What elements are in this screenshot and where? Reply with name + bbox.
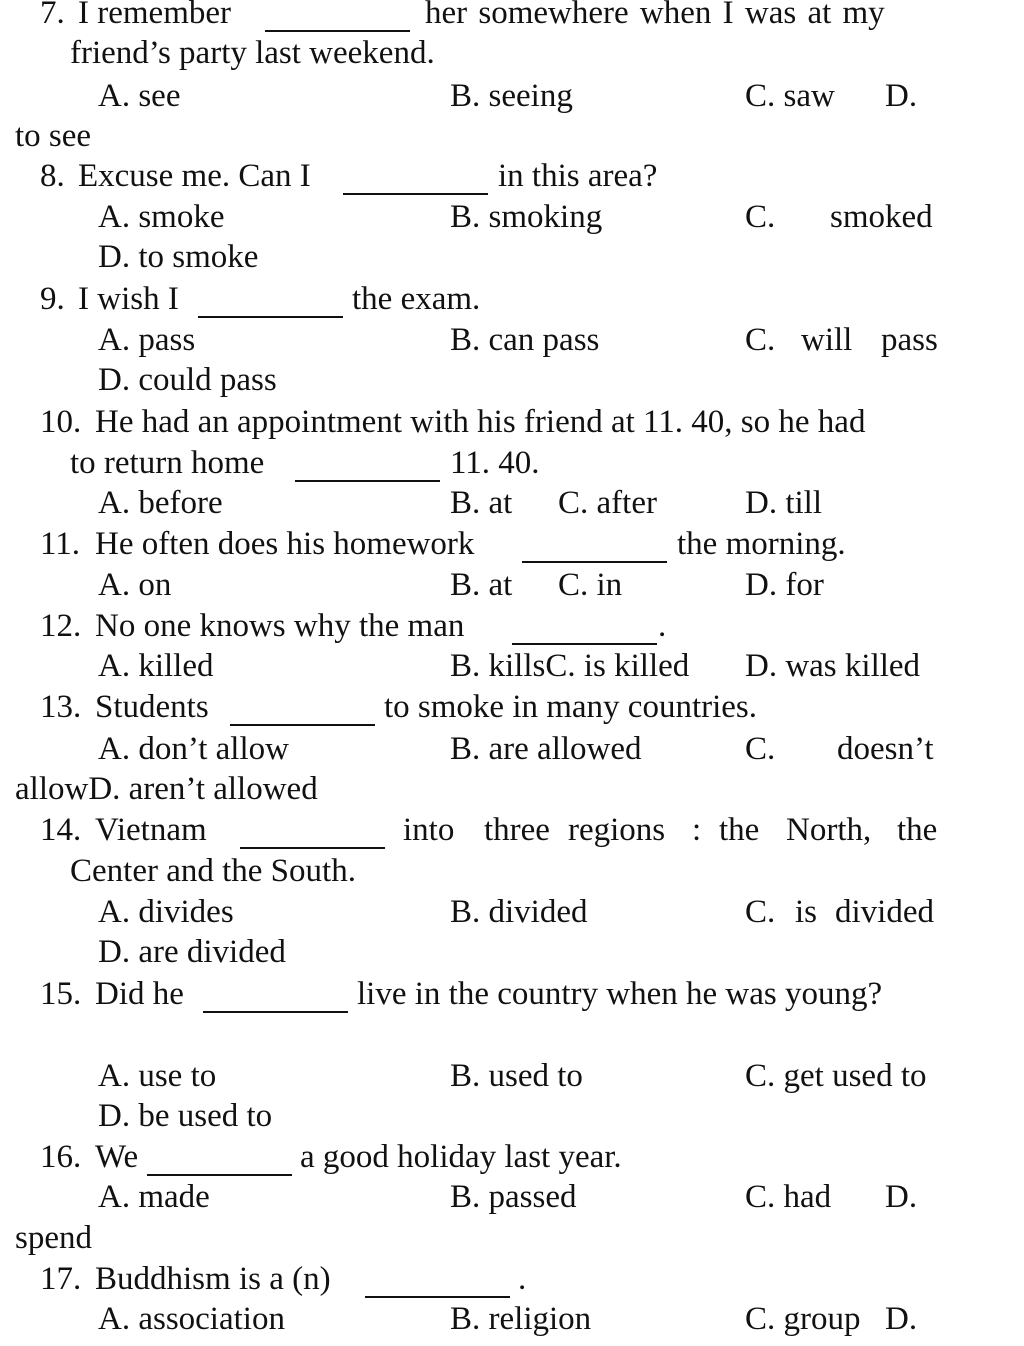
q13-wrap-line: allowD. aren’t allowed	[15, 771, 318, 807]
q14-option-d: D. are divided	[98, 934, 286, 970]
q7-option-c: C. saw	[745, 78, 835, 114]
q17-option-b: B. religion	[450, 1301, 592, 1337]
q8-stem-after: in this area?	[498, 158, 658, 194]
q7-option-d-wrap: to see	[15, 118, 92, 154]
q7-number: 7.	[40, 0, 65, 31]
q14-stem-word-north: North,	[786, 812, 872, 848]
q12-number: 12.	[40, 608, 82, 644]
q14-stem-word-three: three	[484, 812, 550, 848]
q8-option-d: D. to smoke	[98, 239, 259, 275]
q10-number: 10.	[40, 404, 82, 440]
q10-stem-before: to return home	[70, 445, 265, 481]
q14-option-c-word2: divided	[835, 894, 934, 930]
q17-option-c: C. group	[745, 1301, 861, 1337]
q12-option-d: D. was killed	[745, 648, 921, 684]
q9-option-a: A. pass	[98, 322, 196, 358]
q9-option-b: B. can pass	[450, 322, 600, 358]
q16-option-c: C. had	[745, 1179, 832, 1215]
q13-answer-blank	[230, 724, 375, 726]
q13-number: 13.	[40, 689, 82, 725]
q16-stem-before: We	[95, 1139, 139, 1175]
q11-option-d: D. for	[745, 567, 824, 603]
q10-option-c: C. after	[558, 485, 657, 521]
q7-stem-after: her somewhere when I was at my	[425, 0, 885, 31]
q14-stem-cont: Center and the South.	[70, 853, 356, 889]
q8-option-b: B. smoking	[450, 199, 603, 235]
q8-stem-before: Excuse me. Can I	[78, 158, 311, 194]
q11-stem-after: the morning.	[677, 526, 846, 562]
q7-option-a: A. see	[98, 78, 181, 114]
q10-option-d: D. till	[745, 485, 823, 521]
q17-number: 17.	[40, 1261, 82, 1297]
q13-option-b: B. are allowed	[450, 731, 642, 767]
q11-option-a: A. on	[98, 567, 172, 603]
q17-stem-before: Buddhism is a (n)	[95, 1261, 331, 1297]
q15-stem-after: live in the country when he was young?	[357, 976, 883, 1012]
q14-option-c-letter: C.	[745, 894, 776, 930]
q17-stem-after: .	[518, 1261, 527, 1297]
q10-option-a: A. before	[98, 485, 223, 521]
q15-number: 15.	[40, 976, 82, 1012]
q14-stem-word-the2: the	[897, 812, 938, 848]
q16-stem-after: a good holiday last year.	[300, 1139, 622, 1175]
q15-option-a: A. use to	[98, 1058, 217, 1094]
q13-stem-after: to smoke in many countries.	[384, 689, 758, 725]
q12-option-a: A. killed	[98, 648, 214, 684]
q9-option-c-letter: C.	[745, 322, 776, 358]
q14-option-c-word1: is	[795, 894, 818, 930]
q7-stem-cont: friend’s party last weekend.	[70, 35, 435, 71]
q17-option-a: A. association	[98, 1301, 285, 1337]
q16-option-d: D.	[885, 1179, 918, 1215]
q12-stem-before: No one knows why the man	[95, 608, 465, 644]
q9-option-c-word2: pass	[881, 322, 938, 358]
q14-option-b: B. divided	[450, 894, 588, 930]
q9-option-d: D. could pass	[98, 362, 277, 398]
q14-option-a: A. divides	[98, 894, 234, 930]
q15-stem-before: Did he	[95, 976, 184, 1012]
q9-answer-blank	[198, 316, 343, 318]
q16-option-d-wrap: spend	[15, 1220, 92, 1256]
q7-option-b: B. seeing	[450, 78, 573, 114]
q11-stem-before: He often does his homework	[95, 526, 475, 562]
q17-option-d: D.	[885, 1301, 918, 1337]
q13-stem-before: Students	[95, 689, 209, 725]
q14-stem-word-into: into	[403, 812, 455, 848]
q10-answer-blank	[295, 480, 440, 482]
q12-stem-after: .	[658, 608, 667, 644]
q10-option-b: B. at	[450, 485, 513, 521]
q11-answer-blank	[522, 561, 667, 563]
q15-option-c: C. get used to	[745, 1058, 927, 1094]
q13-option-c-letter: C.	[745, 731, 776, 767]
q16-number: 16.	[40, 1139, 82, 1175]
q16-option-a: A. made	[98, 1179, 210, 1215]
q17-answer-blank	[365, 1296, 510, 1298]
q12-answer-blank	[512, 643, 657, 645]
q8-option-a: A. smoke	[98, 199, 225, 235]
q9-stem-before: I wish I	[78, 281, 179, 317]
q16-answer-blank	[147, 1174, 292, 1176]
q8-answer-blank	[343, 193, 488, 195]
q11-option-c: C. in	[558, 567, 623, 603]
q14-stem-word-the1: the	[719, 812, 760, 848]
q13-option-a: A. don’t allow	[98, 731, 289, 767]
q8-option-c-letter: C.	[745, 199, 776, 235]
q14-stem-word-colon: :	[692, 812, 702, 848]
q15-option-b: B. used to	[450, 1058, 583, 1094]
q13-option-c-word: doesn’t	[837, 731, 934, 767]
q11-number: 11.	[40, 526, 81, 562]
q15-answer-blank	[203, 1011, 348, 1013]
q9-option-c-word1: will	[801, 322, 853, 358]
q9-stem-after: the exam.	[352, 281, 481, 317]
q9-number: 9.	[40, 281, 65, 317]
q15-option-d: D. be used to	[98, 1098, 273, 1134]
q16-option-b: B. passed	[450, 1179, 577, 1215]
q12-option-b: B. killsC. is killed	[450, 648, 690, 684]
q7-option-d: D.	[885, 78, 918, 114]
q14-number: 14.	[40, 812, 82, 848]
q14-stem-before: Vietnam	[95, 812, 207, 848]
q8-option-c-word: smoked	[830, 199, 933, 235]
q10-stem-line1: He had an appointment with his friend at 11. 40, so he had	[95, 404, 866, 440]
q14-stem-word-regions: regions	[568, 812, 666, 848]
q8-number: 8.	[40, 158, 65, 194]
q7-stem-before: I remember	[78, 0, 231, 31]
q11-option-b: B. at	[450, 567, 513, 603]
q14-answer-blank	[240, 847, 385, 849]
q10-stem-after: 11. 40.	[450, 445, 540, 481]
q7-answer-blank	[265, 30, 410, 32]
